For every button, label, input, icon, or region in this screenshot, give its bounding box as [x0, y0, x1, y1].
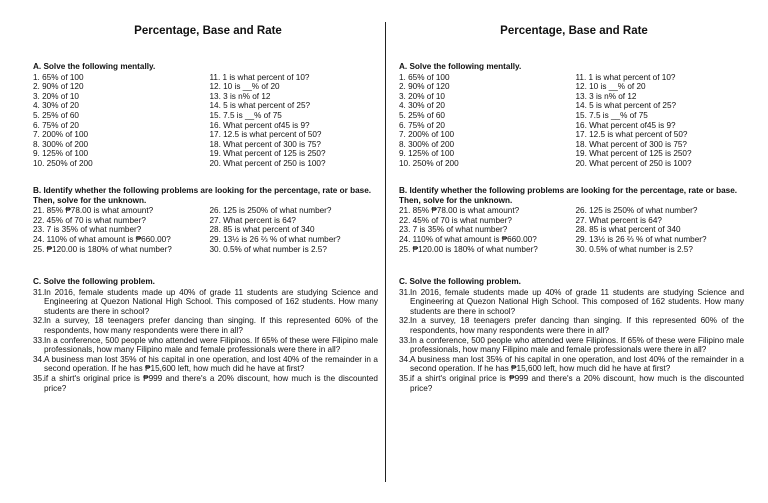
- question-item: 3. 20% of 10: [399, 91, 445, 101]
- problem-item: [33, 288, 378, 317]
- question-item: 8. 300% of 200: [399, 139, 455, 149]
- question-item: 17. 12.5 is what percent of 50?: [209, 130, 322, 140]
- question-item: 13. 3 is n% of 12: [575, 91, 637, 101]
- section-a-left-list: [33, 73, 209, 169]
- section-b: [399, 186, 744, 254]
- question-item: 9. 125% of 100: [33, 149, 89, 159]
- problem-text: In a survey, 18 teenagers prefer dancing than singing. If this represented 60% of the respondents, how many respondents were there in all?: [410, 316, 744, 335]
- question-item: 9. 125% of 100: [399, 149, 455, 159]
- problem-number: 33.: [33, 335, 45, 345]
- question-item: 3. 20% of 10: [33, 91, 79, 101]
- question-item: 23. 7 is 35% of what number?: [33, 225, 142, 235]
- question-item: 21. 85% ₱78.00 is what amount?: [399, 206, 520, 216]
- question-item: 5. 25% of 60: [399, 110, 445, 120]
- problem-number: 32.: [399, 316, 411, 326]
- problem-item: [399, 355, 744, 374]
- question-item: 24. 110% of what amount is ₱660.00?: [399, 234, 537, 244]
- question-item: 11. 1 is what percent of 10?: [575, 72, 676, 82]
- problem-item: [399, 374, 744, 393]
- question-item: 22. 45% of 70 is what number?: [399, 215, 512, 225]
- section-a: [399, 62, 744, 169]
- problem-item: [33, 336, 378, 355]
- question-item: 24. 110% of what amount is ₱660.00?: [33, 234, 171, 244]
- section-b-right-list: [209, 206, 378, 254]
- problem-text: In 2016, female students made up 40% of grade 11 students are studying Science and Engineering at Quezon National High School. This composed of 162 students. How many students are there in school?: [44, 287, 378, 316]
- question-item: 4. 30% of 20: [399, 101, 445, 111]
- problem-item: [33, 355, 378, 374]
- problem-text: if a shirt's original price is ₱999 and there's a 20% discount, how much is the discounted price?: [410, 373, 744, 393]
- section-c: [33, 277, 378, 393]
- question-item: 16. What percent of45 is 9?: [575, 120, 676, 130]
- question-item: 7. 200% of 100: [33, 130, 89, 140]
- section-a-left-list: [399, 73, 575, 169]
- problem-text: if a shirt's original price is ₱999 and there's a 20% discount, how much is the discounted price?: [44, 373, 378, 393]
- problem-text: A business man lost 35% of his capital in one operation, and lost 40% of the remainder in a second operation. If he has ₱15,600 left, how much did he have at first?: [410, 354, 744, 374]
- section-a-right-list: [575, 73, 744, 169]
- section-b: [33, 186, 378, 254]
- problem-text: In a survey, 18 teenagers prefer dancing than singing. If this represented 60% of the respondents, how many respondents were there in all?: [44, 316, 378, 335]
- question-item: 23. 7 is 35% of what number?: [399, 225, 508, 235]
- question-item: 20. What percent of 250 is 100?: [209, 158, 326, 168]
- problem-item: [33, 316, 378, 335]
- question-item: 4. 30% of 20: [33, 101, 79, 111]
- page-divider: [385, 22, 386, 482]
- question-item: 18. What percent of 300 is 75?: [209, 139, 321, 149]
- problem-item: [399, 336, 744, 355]
- question-item: 12. 10 is __% of 20: [209, 82, 280, 92]
- question-item: 28. 85 is what percent of 340: [575, 225, 681, 235]
- problem-text: In 2016, female students made up 40% of grade 11 students are studying Science and Engineering at Quezon National High School. This composed of 162 students. How many students are there in school?: [410, 287, 744, 316]
- question-item: 6. 75% of 20: [399, 120, 445, 130]
- section-b-right-list: [575, 206, 744, 254]
- section-b-left-list: [33, 206, 209, 254]
- problem-item: [33, 374, 378, 393]
- section-a: [33, 62, 378, 169]
- question-item: 30. 0.5% of what number is 2.5?: [575, 244, 693, 254]
- question-item: 25. ₱120.00 is 180% of what number?: [399, 244, 538, 254]
- question-item: 11. 1 is what percent of 10?: [209, 72, 310, 82]
- problem-number: 35.: [399, 373, 411, 383]
- section-c-heading: C. Solve the following problem.: [399, 277, 521, 286]
- question-item: 1. 65% of 100: [33, 72, 84, 82]
- question-item: 27. What percent is 64?: [209, 215, 296, 225]
- question-item: 21. 85% ₱78.00 is what amount?: [33, 206, 154, 216]
- question-item: 14. 5 is what percent of 25?: [209, 101, 311, 111]
- problem-number: 32.: [33, 316, 45, 326]
- question-item: 19. What percent of 125 is 250?: [575, 149, 692, 159]
- problem-number: 34.: [399, 354, 411, 364]
- section-b-left-list: [399, 206, 575, 254]
- question-item: 6. 75% of 20: [33, 120, 79, 130]
- question-item: 2. 90% of 120: [399, 82, 450, 92]
- problem-item: [399, 288, 744, 317]
- question-item: 7. 200% of 100: [399, 130, 455, 140]
- question-item: 13. 3 is n% of 12: [209, 91, 271, 101]
- question-item: 26. 125 is 250% of what number?: [209, 206, 332, 216]
- question-item: 10. 250% of 200: [33, 158, 93, 168]
- question-item: 30. 0.5% of what number is 2.5?: [209, 244, 327, 254]
- problem-number: 33.: [399, 335, 411, 345]
- question-item: 15. 7.5 is __% of 75: [575, 110, 648, 120]
- question-item: 27. What percent is 64?: [575, 215, 662, 225]
- section-a-right-list: [209, 73, 378, 169]
- problem-number: 34.: [33, 354, 45, 364]
- question-item: 10. 250% of 200: [399, 158, 459, 168]
- question-item: 29. 13½ is 26 ⅔ % of what number?: [209, 234, 341, 244]
- question-item: 12. 10 is __% of 20: [575, 82, 646, 92]
- question-item: 14. 5 is what percent of 25?: [575, 101, 677, 111]
- question-item: 25. ₱120.00 is 180% of what number?: [33, 244, 172, 254]
- question-item: 18. What percent of 300 is 75?: [575, 139, 687, 149]
- section-c-heading: C. Solve the following problem.: [33, 277, 155, 286]
- question-item: 28. 85 is what percent of 340: [209, 225, 315, 235]
- question-item: 19. What percent of 125 is 250?: [209, 149, 326, 159]
- question-item: 2. 90% of 120: [33, 82, 84, 92]
- question-item: 15. 7.5 is __% of 75: [209, 110, 282, 120]
- section-b-heading: B. Identify whether the following problems are looking for the percentage, rate or base. Then, solve for the unknown.: [33, 186, 372, 205]
- problem-number: 35.: [33, 373, 45, 383]
- problem-text: A business man lost 35% of his capital in one operation, and lost 40% of the remainder in a second operation. If he has ₱15,600 left, how much did he have at first?: [44, 354, 378, 374]
- question-item: 8. 300% of 200: [33, 139, 89, 149]
- question-item: 16. What percent of45 is 9?: [209, 120, 310, 130]
- question-item: 29. 13½ is 26 ⅔ % of what number?: [575, 234, 707, 244]
- problem-item: [399, 316, 744, 335]
- worksheet-right: [399, 0, 749, 503]
- question-item: 26. 125 is 250% of what number?: [575, 206, 698, 216]
- section-a-heading: A. Solve the following mentally.: [33, 62, 156, 71]
- worksheet-title: Percentage, Base and Rate: [134, 25, 282, 37]
- problem-text: In a conference, 500 people who attended were Filipinos. If 65% of these were Filipino male professionals, how many Filipino male and female professionals were there in all?: [410, 335, 744, 355]
- worksheet-title: Percentage, Base and Rate: [500, 25, 648, 37]
- problem-number: 31.: [33, 287, 45, 297]
- problem-number: 31.: [399, 287, 411, 297]
- worksheet-left: [33, 0, 383, 503]
- section-b-heading: B. Identify whether the following problems are looking for the percentage, rate or base. Then, solve for the unknown.: [399, 186, 738, 205]
- question-item: 22. 45% of 70 is what number?: [33, 215, 146, 225]
- problem-text: In a conference, 500 people who attended were Filipinos. If 65% of these were Filipino male professionals, how many Filipino male and female professionals were there in all?: [44, 335, 378, 355]
- question-item: 5. 25% of 60: [33, 110, 79, 120]
- question-item: 1. 65% of 100: [399, 72, 450, 82]
- section-a-heading: A. Solve the following mentally.: [399, 62, 522, 71]
- question-item: 20. What percent of 250 is 100?: [575, 158, 692, 168]
- section-c: [399, 277, 744, 393]
- question-item: 17. 12.5 is what percent of 50?: [575, 130, 688, 140]
